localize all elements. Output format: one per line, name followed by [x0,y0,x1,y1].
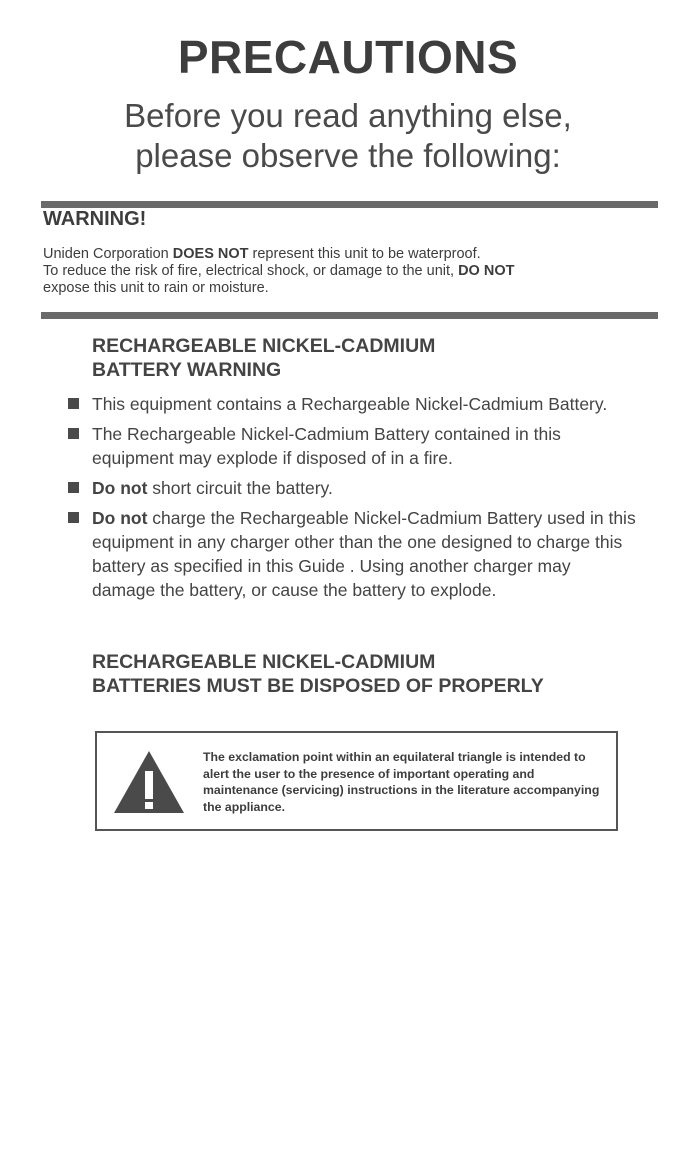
warning-line1: Uniden Corporation DOES NOT represent this unit to be waterproof. [43,246,481,262]
warning-bottom-divider [41,312,658,319]
battery-warning-heading: RECHARGEABLE NICKEL-CADMIUM BATTERY WARNING [92,335,436,381]
warning-text [43,246,663,297]
list-item: This equipment contains a Rechargeable Nickel-Cadmium Battery. [68,392,638,416]
warning-line3: expose this unit to rain or moisture. [43,280,269,296]
warning-line2: To reduce the risk of fire, electrical shock, or damage to the unit, DO NOT [43,263,515,279]
notice-text: The exclamation point within an equilateral triangle is intended to alert the user to the presence of important operating and maintenance (servicing) instructions in the literature accompanying the appliance. [203,750,600,814]
warning-top-divider [41,201,658,208]
bullet-square-icon [68,428,79,439]
notice-box [95,731,618,831]
bullet-square-icon [68,512,79,523]
warning-heading: WARNING! [43,208,147,230]
list-item: The Rechargeable Nickel-Cadmium Battery contained in this equipment may explode if disposed of in a fire. [68,422,638,470]
disposal-heading: RECHARGEABLE NICKEL-CADMIUM BATTERIES MUST BE DISPOSED OF PROPERLY [92,651,544,697]
bullet-square-icon [68,482,79,493]
battery-warning-list [68,392,638,608]
list-item: Do not short circuit the battery. [68,476,638,500]
bullet-square-icon [68,398,79,409]
list-item: Do not charge the Rechargeable Nickel-Cadmium Battery used in this equipment in any charger other than the one designed to charge this battery as specified in this Guide . Using another charger may damage the battery, or cause the battery to explode. [68,506,638,602]
page-subtitle-line1: Before you read anything else, [124,97,572,134]
exclamation-triangle-icon [112,749,186,815]
page-title: PRECAUTIONS [177,31,519,83]
page-subtitle-line2: please observe the following: [135,137,561,174]
